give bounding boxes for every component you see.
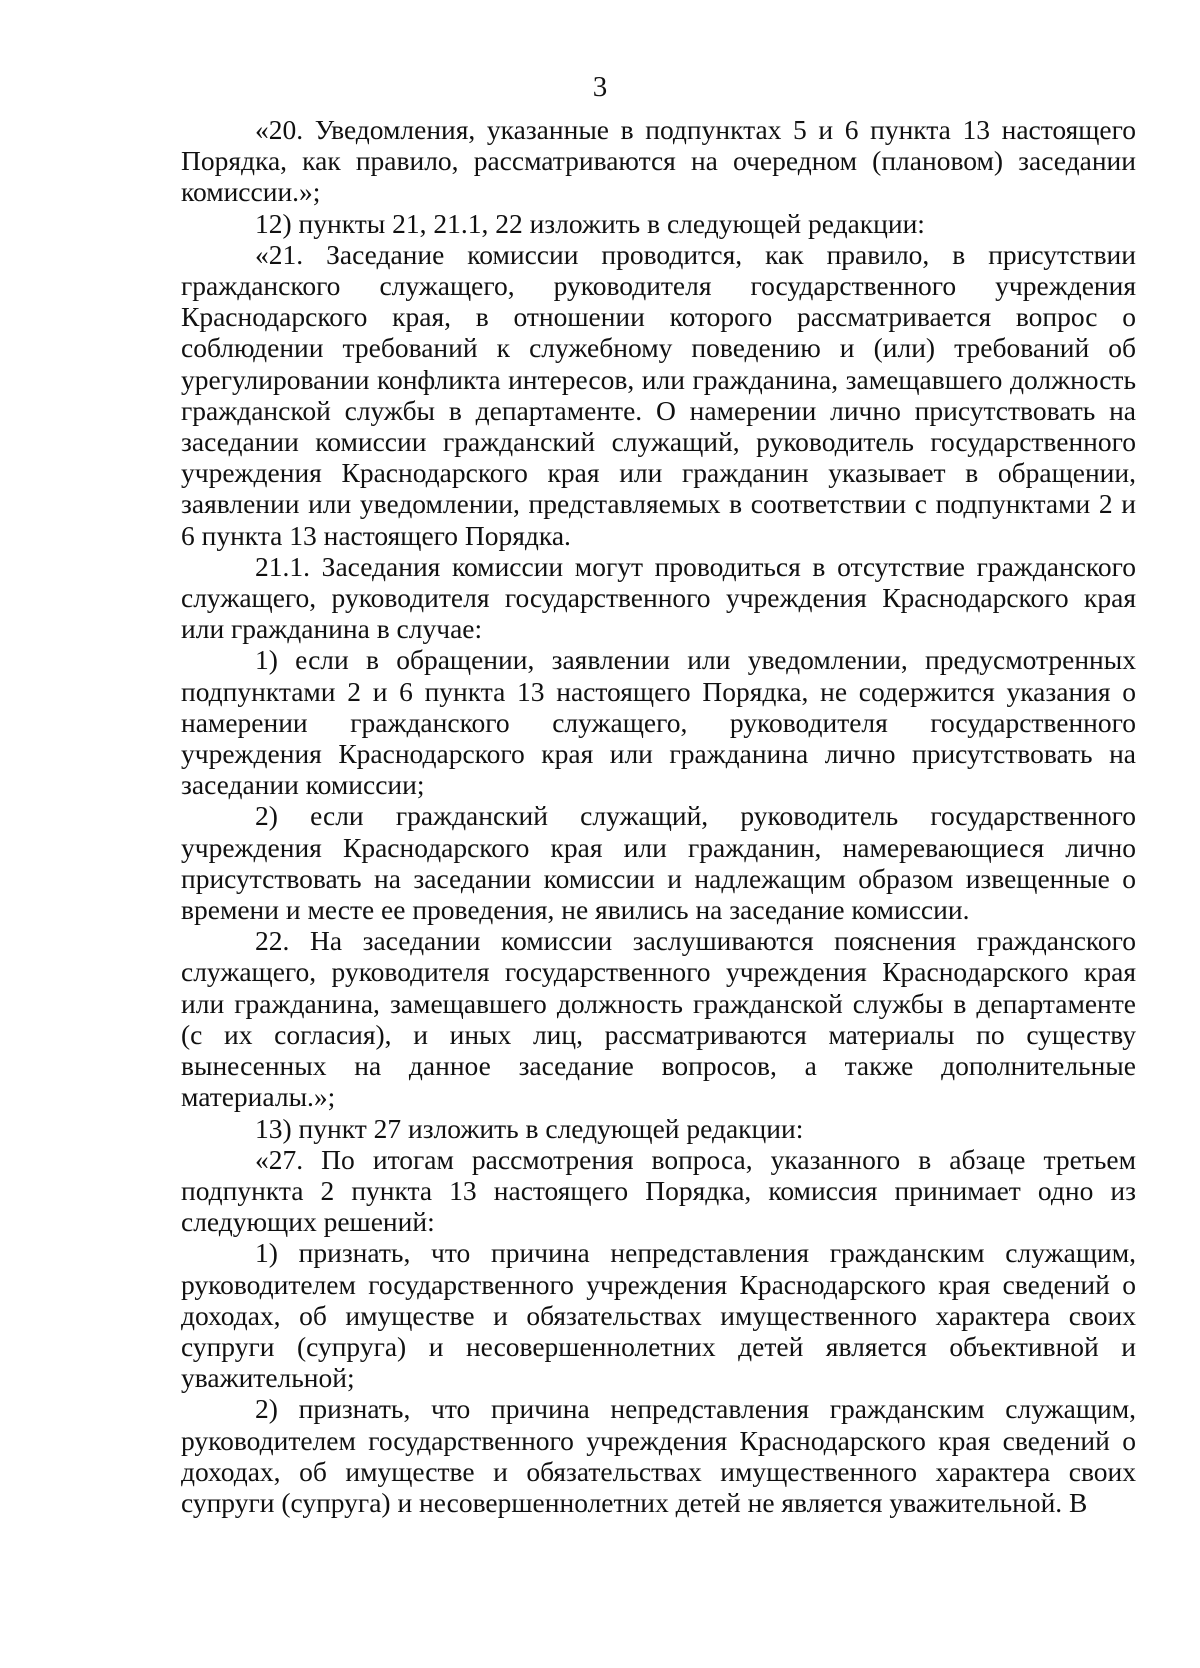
paragraph-decision-2: 2) признать, что причина непредставления гражданским служащим, руководителем государственного учреждения Краснодарского края сведений о доходах, об имуществе и обязательствах имущественного характера своих супруги (супруга) и несовершеннолетних детей не является уважительной. В bbox=[181, 1393, 1136, 1518]
paragraph-item-27: «27. По итогам рассмотрения вопроса, указанного в абзаце третьем подпункта 2 пункта 13 настоящего Порядка, комиссия принимает одно из следующих решений: bbox=[181, 1143, 1136, 1238]
paragraph-subitem-1: 1) если в обращении, заявлении или уведомлении, предусмотренных подпунктами 2 и 6 пункта 13 настоящего Порядка, не содержится указания о намерении гражданского служащего, руководителя государственного учреждения Краснодарского края или гражданина лично присутствовать на заседании комиссии; bbox=[181, 644, 1136, 801]
page-number: 3 bbox=[592, 71, 608, 103]
paragraph-amendment-13: 13) пункт 27 изложить в следующей редакции: bbox=[255, 1112, 804, 1144]
paragraph-subitem-2: 2) если гражданский служащий, руководитель государственного учреждения Краснодарского края или гражданин, намеревающиеся лично присутствовать на заседании комиссии и надлежащим образом извещенные о времени и месте ее проведения, не явились на заседание комиссии. bbox=[181, 800, 1136, 926]
document-body bbox=[181, 114, 1136, 1518]
paragraph-item-20: «20. Уведомления, указанные в подпунктах 5 и 6 пункта 13 настоящего Порядка, как правило, рассматриваются на очередном (плановом) заседании комиссии.»; bbox=[181, 114, 1136, 208]
paragraph-item-21-1: 21.1. Заседания комиссии могут проводиться в отсутствие гражданского служащего, руководителя государственного учреждения Краснодарского края или гражданина в случае: bbox=[181, 550, 1136, 645]
paragraph-decision-1: 1) признать, что причина непредставления гражданским служащим, руководителем государственного учреждения Краснодарского края сведений о доходах, об имуществе и обязательствах имущественного характера своих супруги (супруга) и несовершеннолетних детей является объективной и уважительной; bbox=[181, 1237, 1136, 1394]
paragraph-item-22: 22. На заседании комиссии заслушиваются пояснения гражданского служащего, руководителя государственного учреждения Краснодарского края или гражданина, замещавшего должность гражданской службы в департаменте (с их согласия), и иных лиц, рассматриваются материалы по существу вынесенных на данное заседание вопросов, а также дополнительные материалы.»; bbox=[181, 925, 1136, 1113]
paragraph-item-21: «21. Заседание комиссии проводится, как правило, в присутствии гражданского служащего, руководителя государственного учреждения Краснодарского края, в отношении которого рассматривается вопрос о соблюдении требований к служебному поведению и (или) требований об урегулировании конфликта интересов, или гражданина, замещавшего должность гражданской службы в департаменте. О намерении лично присутствовать на заседании комиссии гражданский служащий, руководитель государственного учреждения Краснодарского края или гражданин указывает в обращении, заявлении или уведомлении, представляемых в соответствии с подпунктами 2 и 6 пункта 13 настоящего Порядка. bbox=[181, 238, 1136, 551]
paragraph-amendment-12: 12) пункты 21, 21.1, 22 изложить в следующей редакции: bbox=[255, 207, 925, 239]
